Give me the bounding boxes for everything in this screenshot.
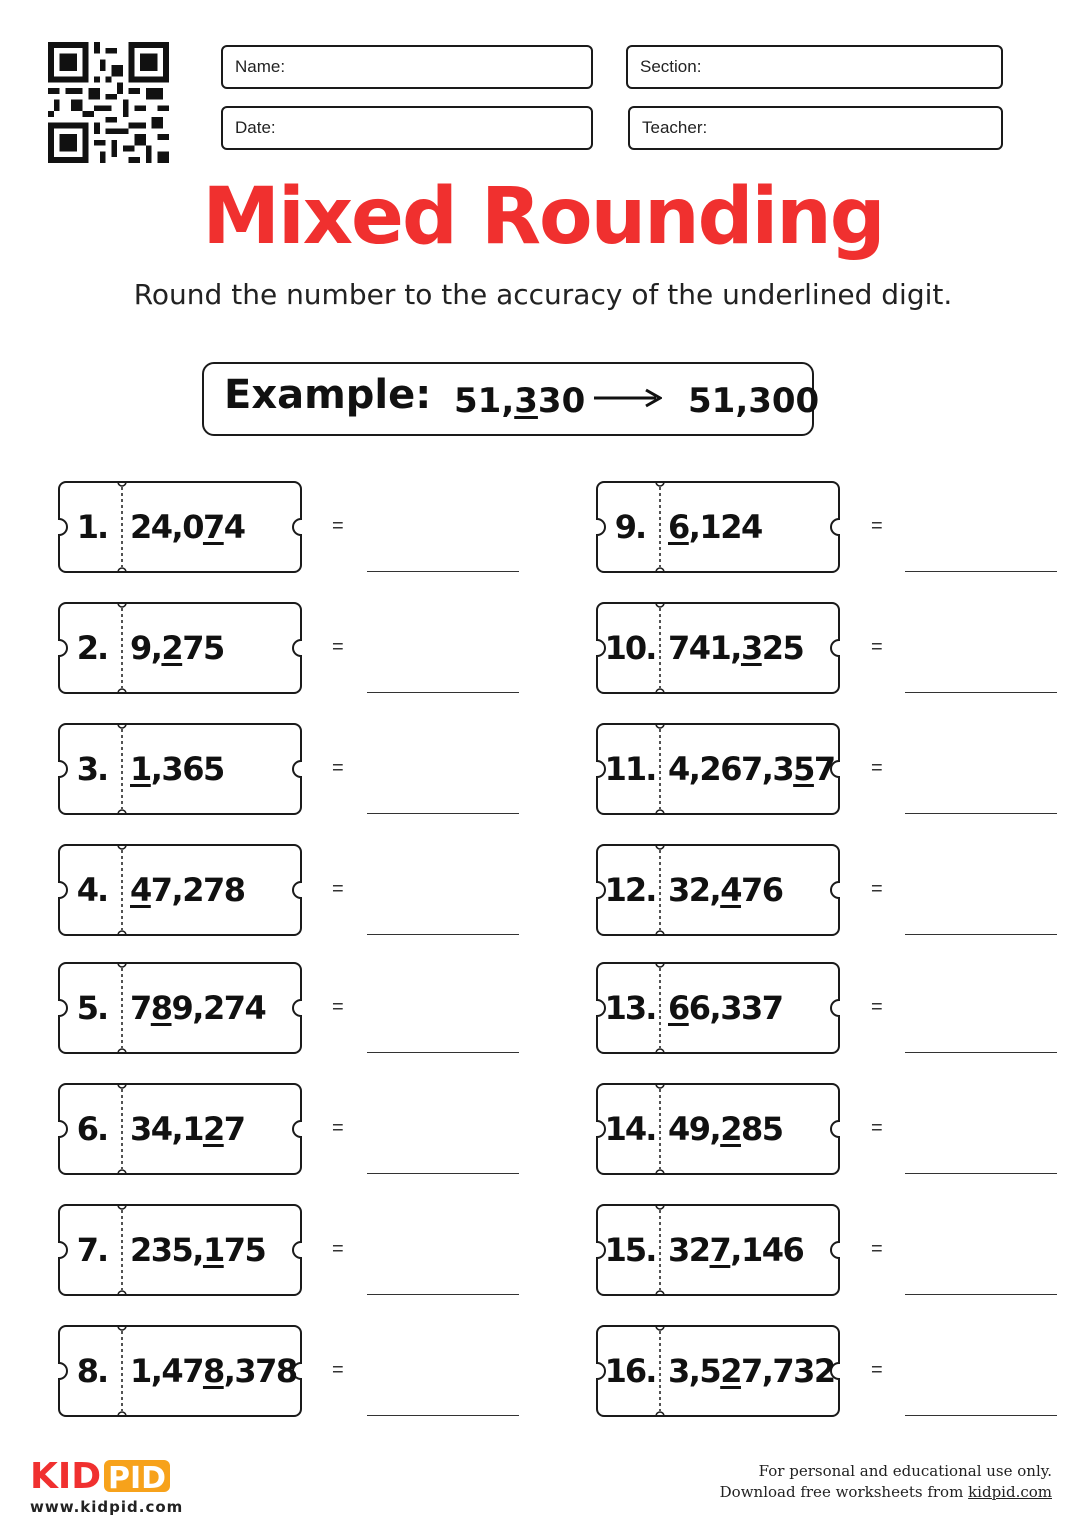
problem-index: 15. — [604, 1231, 656, 1269]
problem-card — [596, 1325, 840, 1417]
footer-download: Download free worksheets from kidpid.com — [719, 1483, 1052, 1501]
problem-card — [58, 1325, 302, 1417]
problem-card — [58, 844, 302, 936]
problem-number: 9, 2 75 — [130, 629, 224, 667]
equals-sign: = — [332, 1238, 344, 1260]
underlined-digit: 2 — [161, 629, 183, 667]
answer-line[interactable] — [905, 1294, 1057, 1295]
answer-line[interactable] — [367, 571, 519, 572]
equals-sign: = — [332, 878, 344, 900]
example-box — [202, 362, 820, 436]
problem-number: 235, 1 75 — [130, 1231, 266, 1269]
equals-sign: = — [871, 1359, 883, 1381]
problem-index: 5. — [76, 989, 108, 1027]
name-field[interactable] — [221, 45, 593, 89]
answer-line[interactable] — [367, 1415, 519, 1416]
equals-sign: = — [332, 636, 344, 658]
teacher-field[interactable] — [628, 106, 1003, 150]
equals-sign: = — [871, 878, 883, 900]
equals-sign: = — [871, 996, 883, 1018]
underlined-digit: 4 — [720, 871, 741, 909]
problem-index: 1. — [76, 508, 108, 546]
problem-card — [58, 723, 302, 815]
problem-index: 16. — [604, 1352, 656, 1390]
page-title: Mixed Rounding — [202, 172, 884, 262]
problem-number: 4,267,3 5 7 — [668, 750, 835, 788]
problem-card — [596, 1204, 840, 1296]
date-field[interactable] — [221, 106, 593, 150]
problem-index: 7. — [76, 1231, 108, 1269]
name-field-label: Name: — [235, 57, 286, 76]
answer-line[interactable] — [905, 1173, 1057, 1174]
underlined-digit: 4 — [130, 871, 151, 909]
svg-text:PID: PID — [108, 1461, 167, 1496]
footer-link[interactable]: kidpid.com — [968, 1483, 1052, 1501]
underlined-digit: 3 — [740, 629, 762, 667]
problem-index: 4. — [76, 871, 108, 909]
example-number: 51,330 — [454, 381, 586, 421]
answer-line[interactable] — [367, 813, 519, 814]
underlined-digit: 5 — [793, 750, 814, 788]
problem-card — [58, 1083, 302, 1175]
arrow-right-icon — [594, 387, 662, 409]
footer-note: For personal and educational use only. — [758, 1462, 1052, 1480]
problem-card — [58, 602, 302, 694]
underlined-digit: 2 — [720, 1352, 741, 1390]
problem-index: 9. — [614, 508, 646, 546]
equals-sign: = — [332, 515, 344, 537]
kidpid-logo — [28, 1452, 178, 1496]
problem-card — [596, 723, 840, 815]
example-label: Example: — [224, 372, 432, 418]
equals-sign: = — [871, 515, 883, 537]
svg-text:KID: KID — [30, 1456, 102, 1496]
equals-sign: = — [332, 757, 344, 779]
underlined-digit: 1 — [202, 1231, 224, 1269]
underlined-digit: 2 — [202, 1110, 224, 1148]
problem-card — [596, 1083, 840, 1175]
problem-card — [58, 962, 302, 1054]
answer-line[interactable] — [905, 1415, 1057, 1416]
problem-number: 32, 4 76 — [668, 871, 783, 909]
problem-number: 6 6,337 — [668, 989, 783, 1027]
answer-line[interactable] — [367, 934, 519, 935]
answer-line[interactable] — [905, 1052, 1057, 1053]
problem-number: 32 7 ,146 — [668, 1231, 804, 1269]
equals-sign: = — [332, 1359, 344, 1381]
equals-sign: = — [871, 1238, 883, 1260]
problem-number: 4 7,278 — [130, 871, 245, 909]
problem-number: 1 ,365 — [130, 750, 224, 788]
problem-number: 741, 3 25 — [668, 629, 804, 667]
answer-line[interactable] — [367, 1294, 519, 1295]
problem-number: 49, 2 85 — [668, 1110, 783, 1148]
problem-number: 34,1 2 7 — [130, 1110, 245, 1148]
underlined-digit: 6 — [668, 989, 689, 1027]
answer-line[interactable] — [367, 692, 519, 693]
underlined-digit: 7 — [709, 1231, 731, 1269]
underlined-digit: 8 — [150, 989, 172, 1027]
problem-index: 12. — [604, 871, 656, 909]
site-url: www.kidpid.com — [30, 1498, 184, 1516]
equals-sign: = — [871, 757, 883, 779]
problem-index: 13. — [604, 989, 656, 1027]
problem-number: 6 ,124 — [668, 508, 762, 546]
problem-index: 2. — [76, 629, 108, 667]
problem-number: 3,5 2 7,732 — [668, 1352, 835, 1390]
problem-index: 14. — [604, 1110, 656, 1148]
answer-line[interactable] — [905, 813, 1057, 814]
problem-card — [596, 481, 840, 573]
underlined-digit: 7 — [202, 508, 224, 546]
teacher-field-label: Teacher: — [642, 118, 708, 137]
qr-code-icon — [48, 42, 169, 163]
problem-number: 24,0 7 4 — [130, 508, 245, 546]
date-field-label: Date: — [235, 118, 276, 137]
instructions: Round the number to the accuracy of the underlined digit. — [133, 278, 953, 311]
equals-sign: = — [332, 996, 344, 1018]
problem-card — [596, 602, 840, 694]
problem-number: 7 8 9,274 — [130, 989, 266, 1027]
equals-sign: = — [332, 1117, 344, 1139]
problem-card — [596, 962, 840, 1054]
answer-line[interactable] — [367, 1052, 519, 1053]
problem-card — [58, 1204, 302, 1296]
answer-line[interactable] — [905, 571, 1057, 572]
equals-sign: = — [871, 1117, 883, 1139]
problem-card — [596, 844, 840, 936]
equals-sign: = — [871, 636, 883, 658]
section-field-label: Section: — [640, 57, 702, 76]
problem-index: 3. — [76, 750, 108, 788]
section-field[interactable] — [626, 45, 1003, 89]
underlined-digit: 6 — [668, 508, 689, 546]
problem-index: 11. — [604, 750, 656, 788]
underlined-digit: 1 — [130, 750, 151, 788]
problem-index: 6. — [76, 1110, 108, 1148]
problem-index: 10. — [604, 629, 656, 667]
underlined-digit: 2 — [720, 1110, 741, 1148]
problem-card — [58, 481, 302, 573]
problem-number: 1,47 8 ,378 — [130, 1352, 297, 1390]
problem-index: 8. — [76, 1352, 108, 1390]
answer-line[interactable] — [905, 934, 1057, 935]
answer-line[interactable] — [905, 692, 1057, 693]
answer-line[interactable] — [367, 1173, 519, 1174]
example-answer: 51,300 — [688, 381, 820, 421]
underlined-digit: 8 — [202, 1352, 224, 1390]
